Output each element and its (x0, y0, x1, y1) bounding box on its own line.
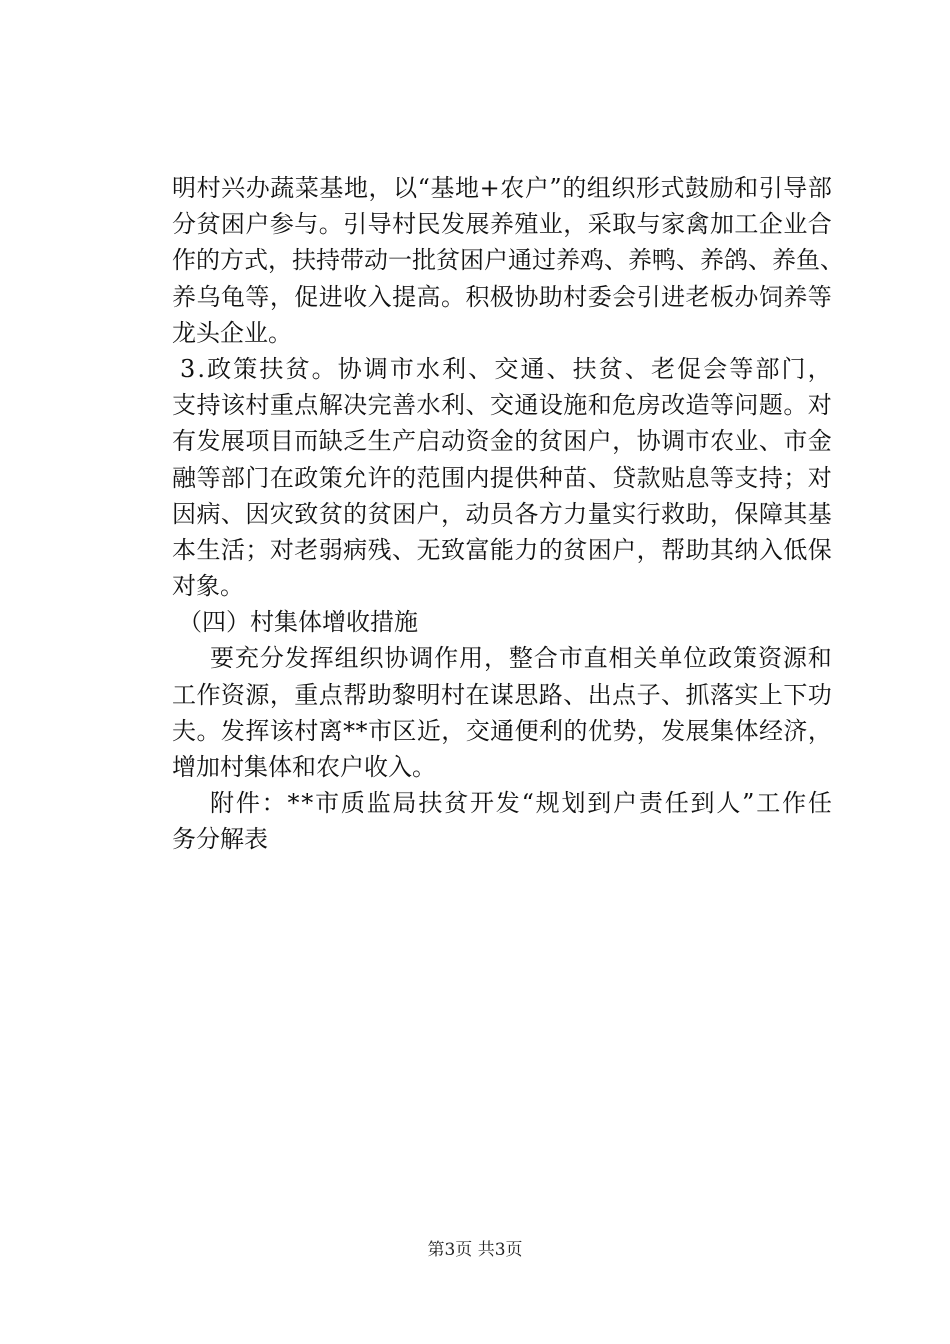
text-line-17: 增 加 村 集 体 和 农 户 收 入 。 (172, 753, 436, 781)
text-line-11: 本 生 活 ； 对 老 弱 病 残 、 无 致 富 能 力 的 贫 困 户 ， 帮 助 其 纳 入 低 保 (172, 535, 832, 564)
document-body (172, 170, 844, 858)
text-line-12: 对 象 。 (172, 572, 244, 601)
text-line-2: 分 贫 困 户 参 与 。 引 导 村 民 发 展 养 殖 业 ， 采 取 与 家 禽 加 工 企 业 合 (172, 210, 832, 239)
text-line-10: 因 病 、 因 灾 致 贫 的 贫 困 户 ， 动 员 各 方 力 量 实 行 救 助 ， 保 障 其 基 (172, 499, 832, 528)
text-line-7: 支 持 该 村 重 点 解 决 完 善 水 利 、 交 通 设 施 和 危 房 改 造 等 问 题 。 对 (172, 391, 832, 420)
text-line-6: 3 . 政 策 扶 贫 。 协 调 市 水 利 、 交 通 、 扶 贫 、 老 促 会 等 部 门 ， (180, 354, 832, 383)
text-line-19: 务 分 解 表 (172, 825, 268, 854)
text-line-8: 有 发 展 项 目 而 缺 乏 生 产 启 动 资 金 的 贫 困 户 ， 协 调 市 农 业 、 市 金 (172, 427, 832, 456)
text-line-14: 要 充 分 发 挥 组 织 协 调 作 用 ， 整 合 市 直 相 关 单 位 政 策 资 源 和 (210, 644, 832, 673)
text-line-1: 明 村 兴 办 蔬 菜 基 地 ， 以 “ 基 地 + 农 户 ” 的 组 织 形 式 鼓 励 和 引 导 部 (172, 174, 832, 202)
text-line-9: 融 等 部 门 在 政 策 允 许 的 范 围 内 提 供 种 苗 、 贷 款 贴 息 等 支 持 ； 对 (172, 463, 832, 492)
text-line-5: 龙 头 企 业 。 (172, 318, 292, 347)
text-line-18: 附 件 ： * * 市 质 监 局 扶 贫 开 发 “ 规 划 到 户 责 任 到 人 ” 工 作 任 (210, 789, 832, 818)
text-line-3: 作 的 方 式 ， 扶 持 带 动 一 批 贫 困 户 通 过 养 鸡 、 养 鸭 、 养 鸽 、 养 鱼 、 (172, 246, 844, 275)
text-line-15: 工 作 资 源 ， 重 点 帮 助 黎 明 村 在 谋 思 路 、 出 点 子 、 抓 落 实 上 下 功 (172, 680, 832, 709)
text-line-4: 养 乌 龟 等 ， 促 进 收 入 提 高 。 积 极 协 助 村 委 会 引 进 老 板 办 饲 养 等 (172, 282, 832, 311)
page-number-footer: 第3页 共3页 (427, 1240, 523, 1260)
text-line-13: （ 四 ） 村 集 体 增 收 措 施 (178, 608, 418, 637)
text-line-16: 夫 。 发 挥 该 村 离 * * 市 区 近 ， 交 通 便 利 的 优 势 ， 发 展 集 体 经 济 ， (172, 716, 832, 745)
